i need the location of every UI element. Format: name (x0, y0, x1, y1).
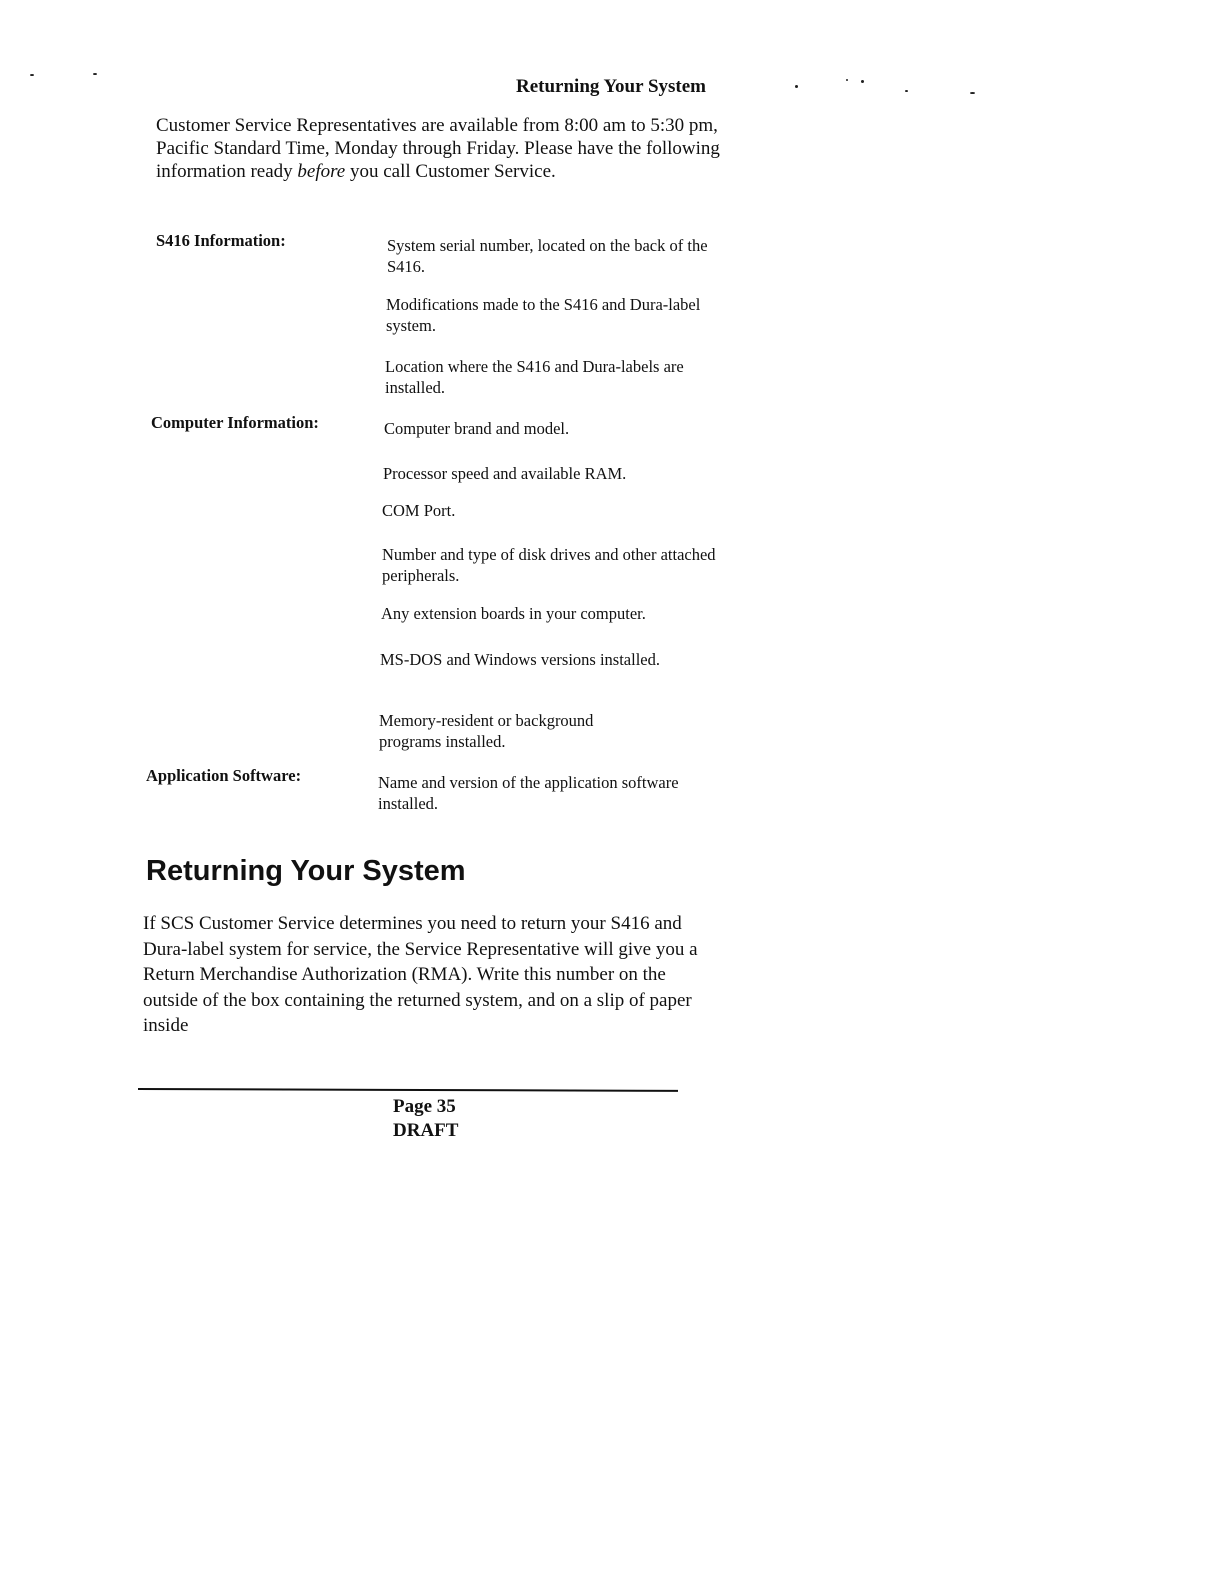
computer-info-label: Computer Information: (151, 413, 319, 432)
section-body: If SCS Customer Service determines you need to return your S416 and Dura-label system for service, the Service Representative will give you a Return Merchandise Authorization (RMA). Write this number on the outside of the box containing the returned system, and on a slip of paper inside (143, 913, 698, 1036)
computer-item: COM Port. (382, 501, 456, 520)
s416-item: Modifications made to the S416 and Dura-label system. (386, 295, 701, 335)
scan-speck (93, 73, 97, 75)
draft-label: DRAFT (393, 1120, 459, 1141)
scan-speck (795, 85, 798, 88)
scan-speck (970, 92, 975, 94)
computer-item: Any extension boards in your computer. (381, 604, 646, 623)
footer-rule (138, 1088, 678, 1092)
scan-speck (905, 90, 908, 92)
scan-speck (30, 74, 34, 76)
intro-paragraph (156, 114, 736, 183)
scan-speck (846, 79, 848, 81)
page-number: Page 35 (393, 1096, 456, 1117)
scan-speck (861, 80, 864, 83)
computer-item: MS-DOS and Windows versions installed. (380, 650, 660, 669)
computer-item: Memory-resident or background programs installed. (379, 711, 594, 751)
intro-emphasis: before (297, 161, 346, 182)
computer-item: Number and type of disk drives and other attached peripherals. (382, 545, 716, 585)
intro-text-end: you call Customer Service. (345, 161, 556, 182)
computer-item: Processor speed and available RAM. (383, 464, 627, 483)
running-header: Returning Your System (516, 76, 707, 97)
s416-info-label: S416 Information: (156, 231, 286, 250)
s416-item: System serial number, located on the back of the S416. (387, 236, 708, 276)
software-item: Name and version of the application software installed. (378, 773, 679, 813)
intro-text: Customer Service Representatives are available from 8:00 am to 5:30 pm, Pacific Standard Time, Monday through Friday. Please have the following information ready (156, 115, 720, 182)
app-software-label: Application Software: (146, 766, 302, 785)
computer-item: Computer brand and model. (384, 419, 570, 438)
s416-item: Location where the S416 and Dura-labels are installed. (385, 357, 684, 397)
section-heading: Returning Your System (146, 855, 466, 887)
page-footer (393, 1095, 458, 1143)
